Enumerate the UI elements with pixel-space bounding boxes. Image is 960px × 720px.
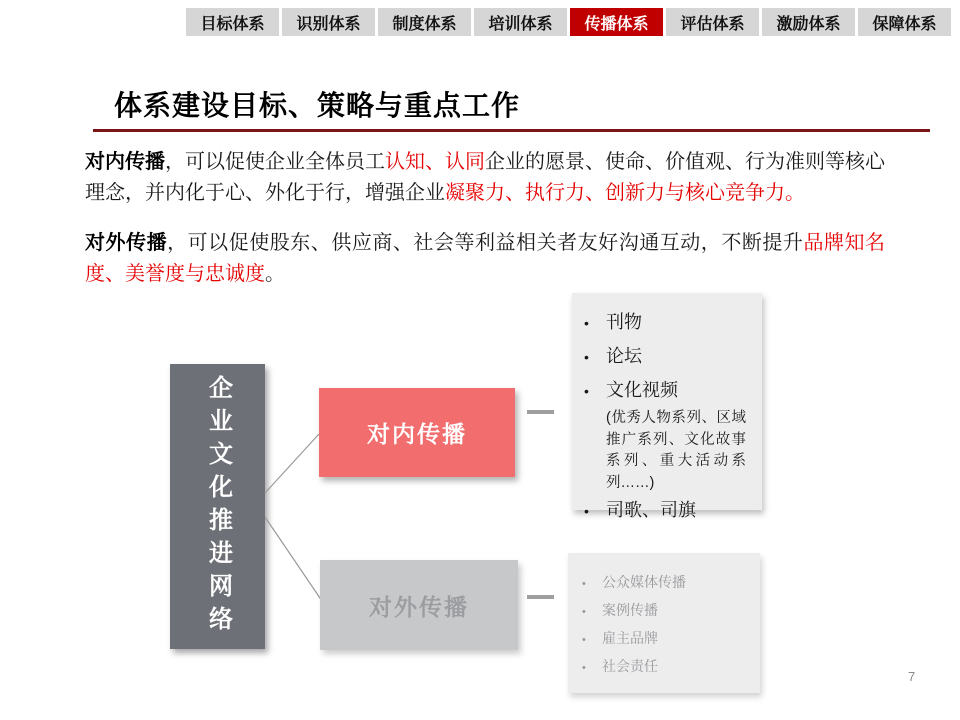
node-internal-communication — [319, 388, 515, 477]
paragraph-internal-communication — [85, 147, 885, 209]
paragraph-lead: 对内传播 — [85, 151, 165, 173]
bullet-icon: • — [584, 383, 589, 399]
list-item-label: 论坛 — [606, 346, 642, 366]
highlighted-text: 认知、认同 — [385, 151, 485, 173]
list-item-note: (优秀人物系列、区域推广系列、文化故事系列、重大活动系列……) — [606, 410, 746, 491]
list-item-label: 文化视频 — [606, 380, 678, 400]
list-item-label: 社会责任 — [602, 658, 658, 674]
bullet-icon: • — [582, 662, 586, 674]
external-communication-list — [568, 553, 760, 693]
list-item-label: 雇主品牌 — [602, 630, 658, 646]
bullet-icon: • — [582, 606, 586, 618]
page-number: 7 — [908, 669, 916, 684]
title-underline — [93, 129, 930, 132]
tab-training-system[interactable]: 培训体系 — [474, 8, 567, 36]
internal-communication-list — [572, 293, 762, 520]
list-item-label: 司歌、司旗 — [606, 500, 696, 520]
tab-communication-system[interactable]: 传播体系 — [570, 8, 663, 36]
bullet-icon: • — [584, 349, 589, 365]
connector-line-bottom — [265, 517, 322, 601]
list-item — [582, 653, 752, 681]
paragraph-external-communication — [85, 228, 885, 290]
tab-identity-system[interactable]: 识别体系 — [282, 8, 375, 36]
list-item — [584, 340, 754, 374]
tab-guarantee-system[interactable]: 保障体系 — [858, 8, 951, 36]
tab-goal-system[interactable]: 目标体系 — [186, 8, 279, 36]
page-title: 体系建设目标、策略与重点工作 — [114, 90, 521, 121]
list-item-label: 公众媒体传播 — [602, 574, 686, 590]
highlighted-text: 品牌知名度、美誉度与忠诚度 — [85, 232, 886, 285]
connector-line-top — [265, 434, 319, 493]
connector-dash-bottom — [527, 595, 554, 599]
list-item — [582, 569, 752, 597]
list-item — [582, 597, 752, 625]
root-node-label: 企业文化推进网络 — [204, 374, 232, 639]
list-item-label: 刊物 — [606, 312, 642, 332]
bullet-icon: • — [584, 503, 589, 519]
paragraph-text: 企业的愿景、使命、价值观、行为准则等核心理念，并内化于心、外化于行，增强企业 — [85, 151, 885, 204]
list-item — [584, 306, 754, 340]
tab-evaluation-system[interactable]: 评估体系 — [666, 8, 759, 36]
paragraph-text: ，可以促使股东、供应商、社会等利益相关者友好沟通互动，不断提升 — [167, 232, 804, 254]
system-tab-bar — [186, 8, 951, 36]
paragraph-text: ，可以促使企业全体员工 — [165, 151, 385, 173]
node-internal-label: 对内传播 — [367, 421, 467, 447]
list-item — [582, 625, 752, 653]
bullet-icon: • — [582, 634, 586, 646]
paragraph-lead: 对外传播 — [85, 232, 168, 254]
bullet-icon: • — [584, 315, 589, 331]
node-external-communication — [320, 560, 518, 650]
bullet-icon: • — [582, 578, 586, 590]
root-node-culture-promotion-network — [170, 364, 265, 649]
list-item-label: 案例传播 — [602, 602, 658, 618]
connector-dash-top — [527, 410, 554, 414]
node-external-label: 对外传播 — [369, 593, 469, 620]
paragraph-text: 。 — [265, 263, 285, 285]
list-item — [584, 374, 754, 408]
tab-incentive-system[interactable]: 激励体系 — [762, 8, 855, 36]
tab-institution-system[interactable]: 制度体系 — [378, 8, 471, 36]
highlighted-text: 凝聚力、执行力、创新力与核心竞争力。 — [445, 182, 805, 204]
list-item — [584, 494, 754, 528]
